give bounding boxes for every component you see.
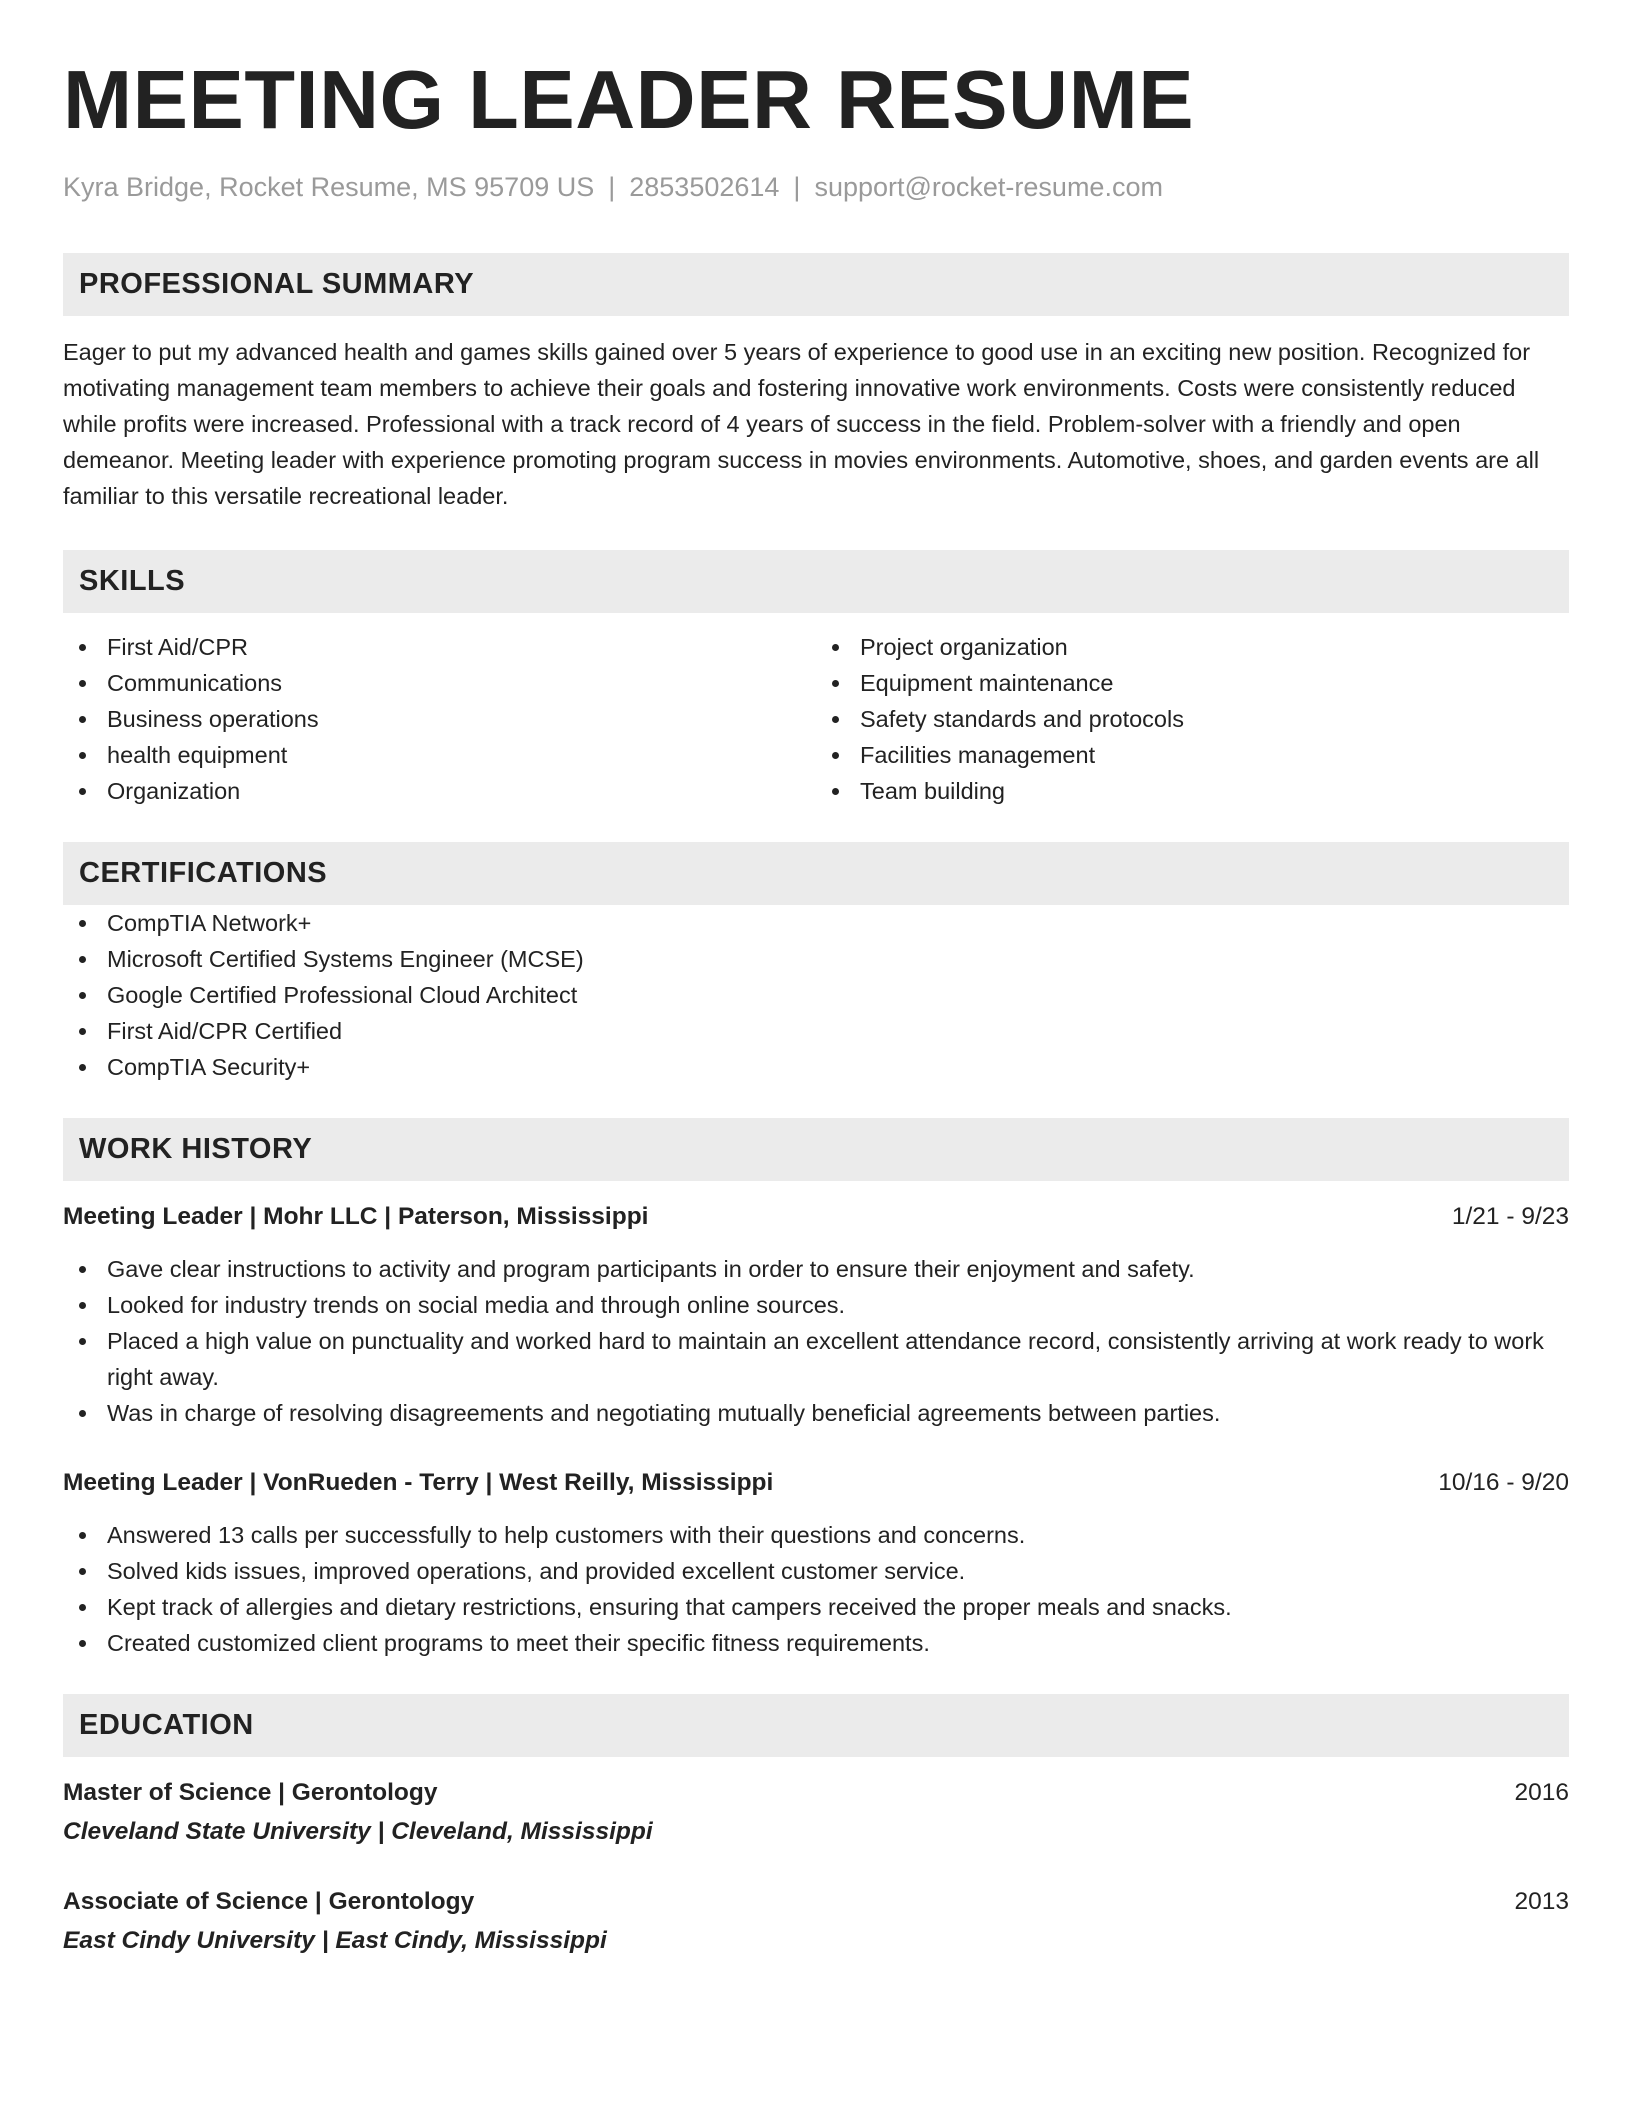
job-title: Meeting Leader | VonRueden - Terry | West Reilly, Mississippi bbox=[63, 1469, 774, 1497]
work-history-section bbox=[63, 1118, 1569, 1661]
skills-list-left bbox=[63, 629, 816, 809]
job-bullets bbox=[63, 1251, 1569, 1431]
skills-column-right bbox=[816, 629, 1569, 809]
list-item: Looked for industry trends on social media and through online sources. bbox=[63, 1287, 1569, 1323]
education-entry bbox=[63, 1775, 1569, 1850]
certifications-heading: CERTIFICATIONS bbox=[63, 842, 1569, 905]
skills-column-left bbox=[63, 629, 816, 809]
certifications-list bbox=[63, 905, 1569, 1085]
list-item: Business operations bbox=[63, 701, 816, 737]
job-dates: 1/21 - 9/23 bbox=[1451, 1203, 1569, 1231]
contact-email: support@rocket-resume.com bbox=[814, 172, 1163, 202]
skills-section bbox=[63, 550, 1569, 809]
list-item: Was in charge of resolving disagreements and negotiating mutually beneficial agreements between parties. bbox=[63, 1395, 1569, 1431]
skills-heading: SKILLS bbox=[63, 550, 1569, 613]
list-item: Placed a high value on punctuality and worked hard to maintain an excellent attendance record, consistently arriving at work ready to work right away. bbox=[63, 1323, 1569, 1395]
page-title: MEETING LEADER RESUME bbox=[63, 53, 1195, 146]
list-item: Google Certified Professional Cloud Architect bbox=[63, 977, 1569, 1013]
summary-section bbox=[63, 253, 1569, 514]
list-item: Gave clear instructions to activity and program participants in order to ensure their enjoyment and safety. bbox=[63, 1251, 1569, 1287]
education-header bbox=[63, 1884, 1569, 1920]
education-section bbox=[63, 1694, 1569, 1959]
list-item: Kept track of allergies and dietary restrictions, ensuring that campers received the proper meals and snacks. bbox=[63, 1589, 1569, 1625]
contact-line bbox=[63, 171, 1569, 203]
list-item: Safety standards and protocols bbox=[816, 701, 1569, 737]
contact-separator: | bbox=[608, 172, 616, 202]
education-entry bbox=[63, 1884, 1569, 1959]
education-year: 2016 bbox=[1514, 1779, 1569, 1807]
list-item: Microsoft Certified Systems Engineer (MCSE) bbox=[63, 941, 1569, 977]
contact-address: Kyra Bridge, Rocket Resume, MS 95709 US bbox=[63, 172, 595, 202]
education-school: East Cindy University | East Cindy, Mississippi bbox=[63, 1927, 607, 1955]
education-school: Cleveland State University | Cleveland, Mississippi bbox=[63, 1818, 653, 1846]
education-header bbox=[63, 1775, 1569, 1811]
certifications-section bbox=[63, 842, 1569, 1085]
list-item: Facilities management bbox=[816, 737, 1569, 773]
job-title: Meeting Leader | Mohr LLC | Paterson, Mississippi bbox=[63, 1203, 649, 1231]
job-header bbox=[63, 1199, 1569, 1235]
list-item: CompTIA Network+ bbox=[63, 905, 1569, 941]
job-dates: 10/16 - 9/20 bbox=[1438, 1469, 1569, 1497]
list-item: Created customized client programs to meet their specific fitness requirements. bbox=[63, 1625, 1569, 1661]
contact-separator: | bbox=[793, 172, 801, 202]
contact-phone: 2853502614 bbox=[629, 172, 780, 202]
list-item: Communications bbox=[63, 665, 816, 701]
list-item: Team building bbox=[816, 773, 1569, 809]
skills-grid bbox=[63, 629, 1569, 809]
list-item: First Aid/CPR bbox=[63, 629, 816, 665]
education-degree: Associate of Science | Gerontology bbox=[63, 1888, 475, 1916]
skills-list-right bbox=[816, 629, 1569, 809]
summary-text: Eager to put my advanced health and games skills gained over 5 years of experience to good use in an exciting new position. Recognized for motivating management team members to achieve their goals and fostering innovative work environments. Costs were consistently reduced while profits were increased. Professional with a track record of 4 years of success in the field. Problem-solver with a friendly and open demeanor. Meeting leader with experience promoting program success in movies environments. Automotive, shoes, and garden events are all familiar to this versatile recreational leader. bbox=[63, 339, 1540, 510]
summary-heading: PROFESSIONAL SUMMARY bbox=[63, 253, 1569, 316]
job-entry bbox=[63, 1465, 1569, 1661]
list-item: Answered 13 calls per successfully to help customers with their questions and concerns. bbox=[63, 1517, 1569, 1553]
education-year: 2013 bbox=[1514, 1888, 1569, 1916]
work-history-heading: WORK HISTORY bbox=[63, 1118, 1569, 1181]
education-degree: Master of Science | Gerontology bbox=[63, 1779, 438, 1807]
job-header bbox=[63, 1465, 1569, 1501]
job-entry bbox=[63, 1199, 1569, 1431]
job-bullets bbox=[63, 1517, 1569, 1661]
list-item: Organization bbox=[63, 773, 816, 809]
list-item: Solved kids issues, improved operations, and provided excellent customer service. bbox=[63, 1553, 1569, 1589]
list-item: Equipment maintenance bbox=[816, 665, 1569, 701]
list-item: health equipment bbox=[63, 737, 816, 773]
list-item: First Aid/CPR Certified bbox=[63, 1013, 1569, 1049]
list-item: CompTIA Security+ bbox=[63, 1049, 1569, 1085]
list-item: Project organization bbox=[816, 629, 1569, 665]
education-heading: EDUCATION bbox=[63, 1694, 1569, 1757]
